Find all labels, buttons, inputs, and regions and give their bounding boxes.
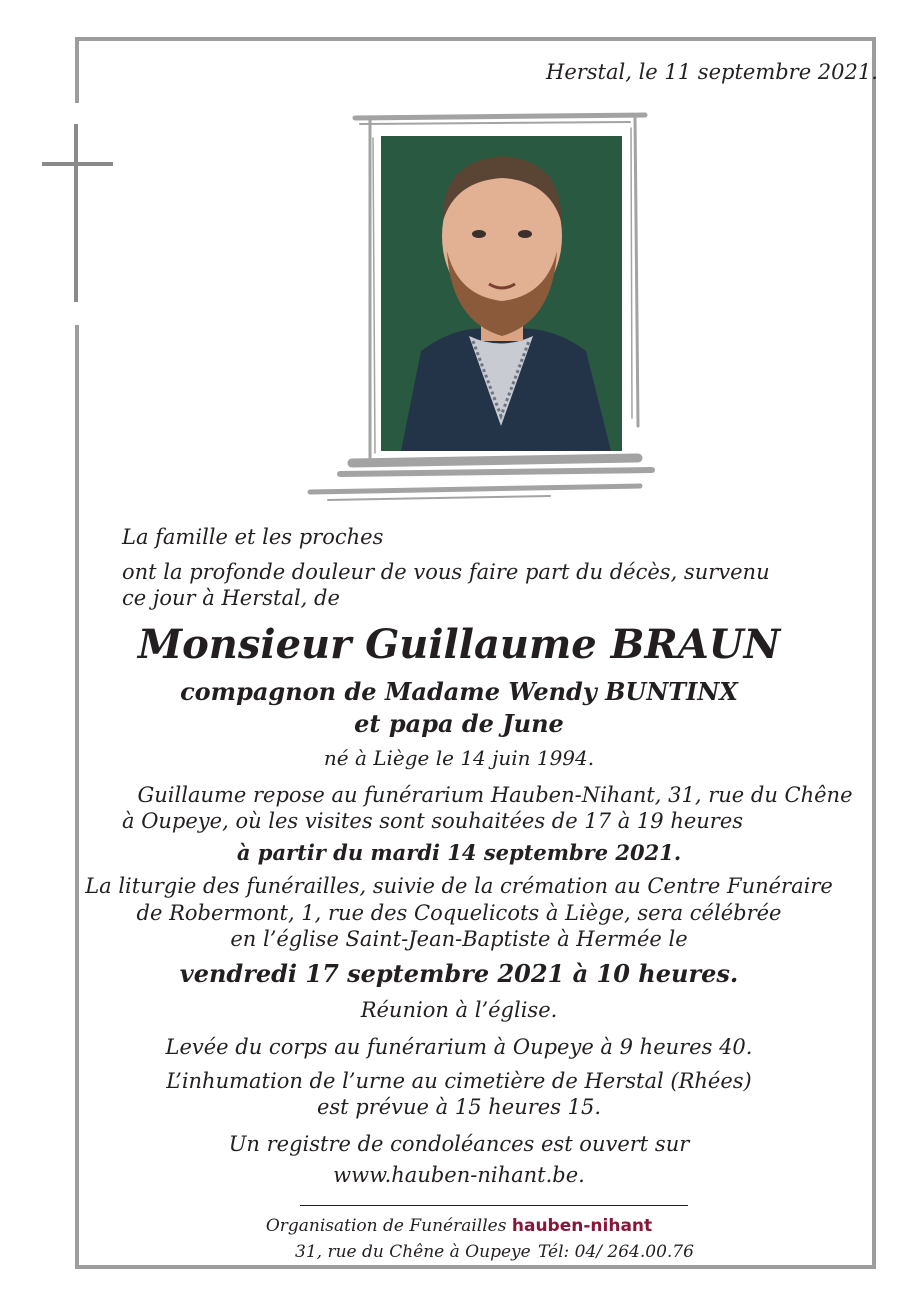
levee-info: Levée du corps au funérarium à Oupeye à 9 heures 40. (165, 1035, 753, 1059)
footer-phone: Tél: 04/ 264.00.76 (538, 1242, 694, 1262)
funeral-date: vendredi 17 septembre 2021 à 10 heures. (179, 959, 739, 988)
meeting-info: Réunion à l’église. (360, 998, 558, 1022)
portrait-image (381, 136, 622, 451)
visits-line-1: Guillaume repose au funérarium Hauben-Nihant, 31, rue du Chêne (137, 783, 853, 807)
register-url[interactable]: www.hauben-nihant.be. (333, 1163, 585, 1187)
liturgy-line-1: La liturgie des funérailles, suivie de la crémation au Centre Funéraire (85, 874, 833, 898)
photo-frame (300, 108, 660, 508)
visits-start: à partir du mardi 14 septembre 2021. (236, 840, 682, 865)
footer-org-label: Organisation de Funérailles (265, 1216, 507, 1236)
footer-divider (300, 1205, 688, 1206)
urn-line-1: L’inhumation de l’urne au cimetière de Herstal (Rhées) (166, 1069, 752, 1093)
birth-info: né à Liège le 14 juin 1994. (323, 746, 595, 770)
footer-org (0, 1218, 918, 1235)
urn-line-2: est prévue à 15 heures 15. (316, 1095, 602, 1119)
register-line-1: Un registre de condoléances est ouvert sur (228, 1132, 690, 1156)
brand-logo: hauben-nihant (511, 1216, 653, 1236)
relation-partner: compagnon de Madame Wendy BUNTINX (180, 677, 738, 706)
cross-vertical-icon (74, 124, 78, 302)
deceased-name: Monsieur Guillaume BRAUN (137, 621, 781, 668)
intro-line-3: ce jour à Herstal, de (122, 586, 340, 610)
cross-horizontal-icon (42, 162, 113, 166)
liturgy-line-2: de Robermont, 1, rue des Coquelicots à Liège, sera célébrée (136, 901, 782, 925)
intro-line-2: ont la profonde douleur de vous faire part du décès, survenu (122, 560, 770, 584)
visits-line-2: à Oupeye, où les visites sont souhaitées de 17 à 19 heures (122, 809, 744, 833)
portrait-photo (381, 136, 622, 451)
liturgy-line-3: en l’église Saint-Jean-Baptiste à Hermée le (230, 927, 688, 951)
place-date: Herstal, le 11 septembre 2021. (546, 60, 878, 84)
relation-child: et papa de June (354, 709, 564, 738)
footer-address: 31, rue du Chêne à Oupeye (295, 1242, 531, 1262)
intro-line-1: La famille et les proches (122, 525, 384, 549)
